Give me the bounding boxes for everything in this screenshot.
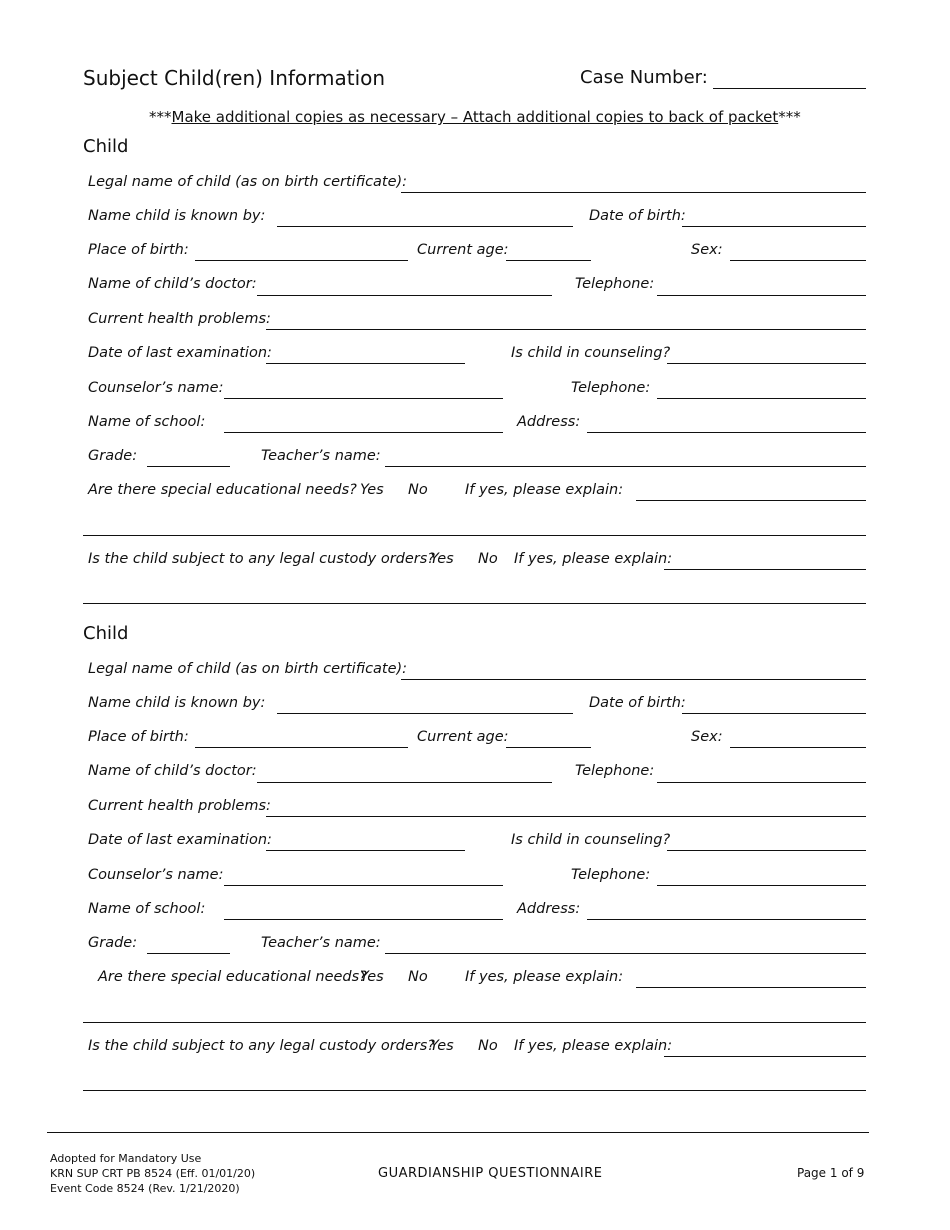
age-input[interactable] [506,747,591,748]
doctor-label: Name of child’s doctor: [88,763,257,779]
address-input[interactable] [587,432,866,433]
custody-explain-label: If yes, please explain: [514,1038,673,1054]
known-by-input[interactable] [277,226,573,227]
counseling-input[interactable] [667,850,866,851]
custody-explain-label: If yes, please explain: [514,551,673,567]
page-title: Subject Child(ren) Information [83,66,386,90]
counselor-label: Counselor’s name: [88,867,224,883]
custody-explain-line2[interactable] [83,1090,866,1091]
sex-label: Sex: [691,729,723,745]
health-input[interactable] [266,816,866,817]
footer-event-code: Event Code 8524 (Rev. 1/21/2020) [50,1182,240,1195]
address-label: Address: [517,414,581,430]
special-needs-label: Are there special educational needs? [98,969,367,985]
custody-yes[interactable]: Yes [430,1038,454,1054]
school-label: Name of school: [88,414,206,430]
custody-explain-line2[interactable] [83,603,866,604]
age-label: Current age: [417,729,509,745]
special-needs-explain-input[interactable] [636,500,866,501]
grade-label: Grade: [88,448,138,464]
dob-input[interactable] [682,226,866,227]
counselor-input[interactable] [224,398,503,399]
address-label: Address: [517,901,581,917]
special-needs-no[interactable]: No [408,969,428,985]
sex-label: Sex: [691,242,723,258]
footer-form-title: GUARDIANSHIP QUESTIONNAIRE [378,1166,603,1181]
age-input[interactable] [506,260,591,261]
custody-explain-input[interactable] [664,1056,866,1057]
dob-label: Date of birth: [589,695,686,711]
known-by-label: Name child is known by: [88,208,266,224]
special-needs-explain-label: If yes, please explain: [465,482,624,498]
known-by-input[interactable] [277,713,573,714]
counselor-phone-label: Telephone: [571,380,651,396]
case-number-label: Case Number: [580,67,708,88]
health-label: Current health problems: [88,311,271,327]
counselor-label: Counselor’s name: [88,380,224,396]
counselor-phone-label: Telephone: [571,867,651,883]
address-input[interactable] [587,919,866,920]
doctor-phone-label: Telephone: [575,276,655,292]
legal-name-label: Legal name of child (as on birth certificate): [88,661,408,677]
footer-page-number: Page 1 of 9 [797,1166,865,1180]
special-needs-yes[interactable]: Yes [360,969,384,985]
special-needs-explain-label: If yes, please explain: [465,969,624,985]
special-needs-no[interactable]: No [408,482,428,498]
footer-adopted: Adopted for Mandatory Use [50,1152,202,1165]
special-needs-label: Are there special educational needs? [88,482,357,498]
legal-name-input[interactable] [401,679,866,680]
teacher-label: Teacher’s name: [261,448,381,464]
counseling-label: Is child in counseling? [511,832,671,848]
custody-yes[interactable]: Yes [430,551,454,567]
legal-name-label: Legal name of child (as on birth certificate): [88,174,408,190]
health-label: Current health problems: [88,798,271,814]
teacher-label: Teacher’s name: [261,935,381,951]
grade-input[interactable] [147,466,230,467]
dob-input[interactable] [682,713,866,714]
exam-label: Date of last examination: [88,832,272,848]
dob-label: Date of birth: [589,208,686,224]
child-heading: Child [83,136,129,157]
pob-input[interactable] [195,260,408,261]
sex-input[interactable] [730,747,866,748]
grade-input[interactable] [147,953,230,954]
school-input[interactable] [224,432,503,433]
school-label: Name of school: [88,901,206,917]
exam-label: Date of last examination: [88,345,272,361]
doctor-input[interactable] [257,782,552,783]
counselor-phone-input[interactable] [657,398,866,399]
school-input[interactable] [224,919,503,920]
exam-input[interactable] [266,850,465,851]
exam-input[interactable] [266,363,465,364]
teacher-input[interactable] [385,466,866,467]
special-needs-explain-line2[interactable] [83,535,866,536]
known-by-label: Name child is known by: [88,695,266,711]
child-heading: Child [83,623,129,644]
custody-label: Is the child subject to any legal custody orders? [88,551,435,567]
counseling-input[interactable] [667,363,866,364]
copies-note: ***Make additional copies as necessary – Attach additional copies to back of packet*** [149,108,801,126]
pob-label: Place of birth: [88,242,189,258]
case-number-input[interactable] [713,88,866,89]
counselor-input[interactable] [224,885,503,886]
grade-label: Grade: [88,935,138,951]
custody-explain-input[interactable] [664,569,866,570]
pob-input[interactable] [195,747,408,748]
custody-label: Is the child subject to any legal custody orders? [88,1038,435,1054]
special-needs-explain-line2[interactable] [83,1022,866,1023]
doctor-phone-input[interactable] [657,782,866,783]
footer-divider [47,1132,869,1133]
age-label: Current age: [417,242,509,258]
doctor-input[interactable] [257,295,552,296]
footer-form-code: KRN SUP CRT PB 8524 (Eff. 01/01/20) [50,1167,256,1180]
teacher-input[interactable] [385,953,866,954]
special-needs-yes[interactable]: Yes [360,482,384,498]
doctor-label: Name of child’s doctor: [88,276,257,292]
health-input[interactable] [266,329,866,330]
doctor-phone-label: Telephone: [575,763,655,779]
counseling-label: Is child in counseling? [511,345,671,361]
custody-no[interactable]: No [478,1038,498,1054]
custody-no[interactable]: No [478,551,498,567]
legal-name-input[interactable] [401,192,866,193]
sex-input[interactable] [730,260,866,261]
counselor-phone-input[interactable] [657,885,866,886]
doctor-phone-input[interactable] [657,295,866,296]
pob-label: Place of birth: [88,729,189,745]
special-needs-explain-input[interactable] [636,987,866,988]
